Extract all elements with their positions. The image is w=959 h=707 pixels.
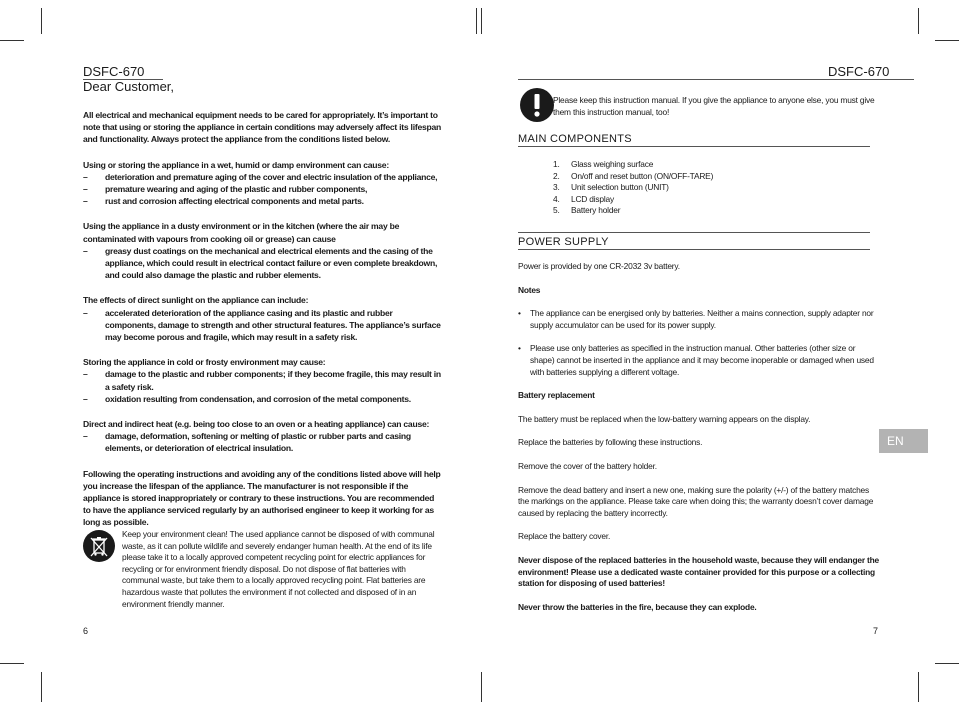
component-item: 1. Glass weighing surface	[553, 159, 654, 169]
main-components-rule	[518, 146, 870, 147]
component-item: 2. On/off and reset button (ON/OFF-TARE)	[553, 170, 714, 181]
waste-warning: Never dispose of the replaced batteries in the household waste, because they will endanger the environment! Please use a dedicated waste container provided for this purpose or a collecting station for disposing of used batteries!	[518, 554, 879, 589]
heat-heading: Direct and indirect heat (e.g. being too close to an oven or a heating appliance) can cause:	[83, 419, 430, 430]
greeting: Dear Customer,	[83, 79, 175, 94]
crop-mark	[935, 40, 959, 41]
sun-heading: The effects of direct sunlight on the appliance can include:	[83, 295, 309, 306]
notes-heading: Notes	[518, 284, 541, 295]
right-page-number: 7	[873, 626, 879, 636]
battery-step: Remove the dead battery and insert a new one, making sure the polarity (+/-) of the battery matches the markings on the appliance. Please take care when doing this; the warranty doesn’t cover damage caused by replacing the battery incorrectly.	[518, 484, 874, 518]
crop-mark	[41, 672, 42, 702]
crop-mark	[918, 672, 919, 702]
cold-heading: Storing the appliance in cold or frosty environment may cause:	[83, 357, 326, 368]
weee-bin-icon	[83, 530, 115, 562]
components-list	[553, 159, 873, 217]
crop-mark	[41, 8, 42, 34]
crop-mark	[481, 672, 482, 702]
power-supply-top-rule	[518, 232, 870, 233]
intro-paragraph: All electrical and mechanical equipment needs to be cared for appropriately. It’s important to note that using or storing the appliance in certain conditions may adversely affect its lifespan and functionality. Always protect the appliance from the conditions listed below.	[83, 110, 442, 145]
power-supply-heading: POWER SUPPLY	[518, 236, 609, 248]
right-body	[518, 261, 880, 613]
environment-note: Keep your environment clean! The used appliance cannot be disposed of with communal waste, as it can pollute wildlife and severely endanger human health. At the end of its life please take it to a locally approved competent recycling point for electric appliances for recycling or for environment friendly disposal. Do not dispose of flat batteries with communal waste, but take them to a locally approved recycling point. Flat batteries are hazardous waste that pollutes the environment if not collected and disposed of in an environment friendly manner.	[122, 529, 435, 609]
damp-heading: Using or storing the appliance in a wet, humid or damp environment can cause:	[83, 159, 389, 170]
cold-item: – damage to the plastic and rubber components; if they become fragile, this may result in a safety risk.	[83, 368, 443, 392]
warning-icon	[520, 88, 554, 122]
component-item: 5. Battery holder	[553, 205, 621, 216]
keep-manual-note: Please keep this instruction manual. If you give the appliance to anyone else, you must give them this instruction manual, too!	[553, 95, 875, 117]
right-header-rule	[518, 79, 914, 80]
damp-item: – rust and corrosion affecting electrical components and metal parts.	[83, 195, 443, 207]
language-tab-en: EN	[879, 429, 928, 453]
right-model-title: DSFC-670	[828, 64, 890, 79]
note-item: • The appliance can be energised only by batteries. Neither a mains connection, supply adapter nor supply accumulator can be used for its power supply.	[518, 308, 880, 331]
battery-step: The battery must be replaced when the low-battery warning appears on the display.	[518, 413, 811, 424]
crop-mark	[935, 663, 959, 664]
power-text: Power is provided by one CR-2032 3v battery.	[518, 261, 680, 271]
crop-mark	[0, 663, 24, 664]
battery-replacement-heading: Battery replacement	[518, 390, 595, 401]
component-item: 4. LCD display	[553, 193, 614, 204]
damp-item: – deterioration and premature aging of the cover and electric insulation of the appliance,	[83, 171, 443, 183]
crop-mark	[481, 8, 482, 34]
note-item: • Please use only batteries as specified in the instruction manual. Other batteries (other size or shape) cannot be inserted in the appliance and it may become inoperable or damaged when used with batteries supplying a different voltage.	[518, 343, 880, 378]
sun-item: – accelerated deterioration of the appliance casing and its plastic and rubber components, damage to strength and other structural features. The appliance’s surface may become porous and fragile, which may result in a safety risk.	[83, 307, 443, 344]
battery-step: Replace the batteries by following these instructions.	[518, 437, 703, 448]
battery-step: Remove the cover of the battery holder.	[518, 460, 657, 471]
left-page-number: 6	[83, 626, 89, 636]
crop-mark	[918, 8, 919, 34]
dust-heading: Using the appliance in a dusty environment or in the kitchen (where the air may be contaminated with vapours from cooking oil or grease) can cause	[83, 221, 400, 244]
left-model-title: DSFC-670	[83, 64, 145, 79]
battery-step: Replace the battery cover.	[518, 531, 611, 542]
left-body	[83, 109, 443, 529]
fire-warning: Never throw the batteries in the fire, because they can explode.	[518, 601, 757, 612]
crop-mark	[476, 8, 477, 34]
component-item: 3. Unit selection button (UNIT)	[553, 182, 669, 193]
cold-item: – oxidation resulting from condensation, and corrosion of the metal components.	[83, 393, 443, 405]
main-components-heading: MAIN COMPONENTS	[518, 133, 632, 145]
closing-paragraph: Following the operating instructions and avoiding any of the conditions listed above will help you increase the lifespan of the appliance. The manufacturer is not responsible if the appliance is stored inappropriately or contrary to these instructions. You are recommended to have the appliance serviced regularly by an authorised engineer to keep it working for as long as possible.	[83, 468, 441, 528]
power-supply-rule	[518, 249, 870, 250]
damp-item: – premature wearing and aging of the plastic and rubber components,	[83, 183, 443, 195]
dust-item: – greasy dust coatings on the mechanical and electrical elements and the casing of the appliance, which could result in electrical contact failure or even complete breakdown, and could also damage the plastic and rubber elements.	[83, 245, 443, 282]
crop-mark	[0, 40, 24, 41]
heat-item: – damage, deformation, softening or melting of plastic or rubber parts and casing elements, or deterioration of electrical insulation.	[83, 430, 443, 454]
